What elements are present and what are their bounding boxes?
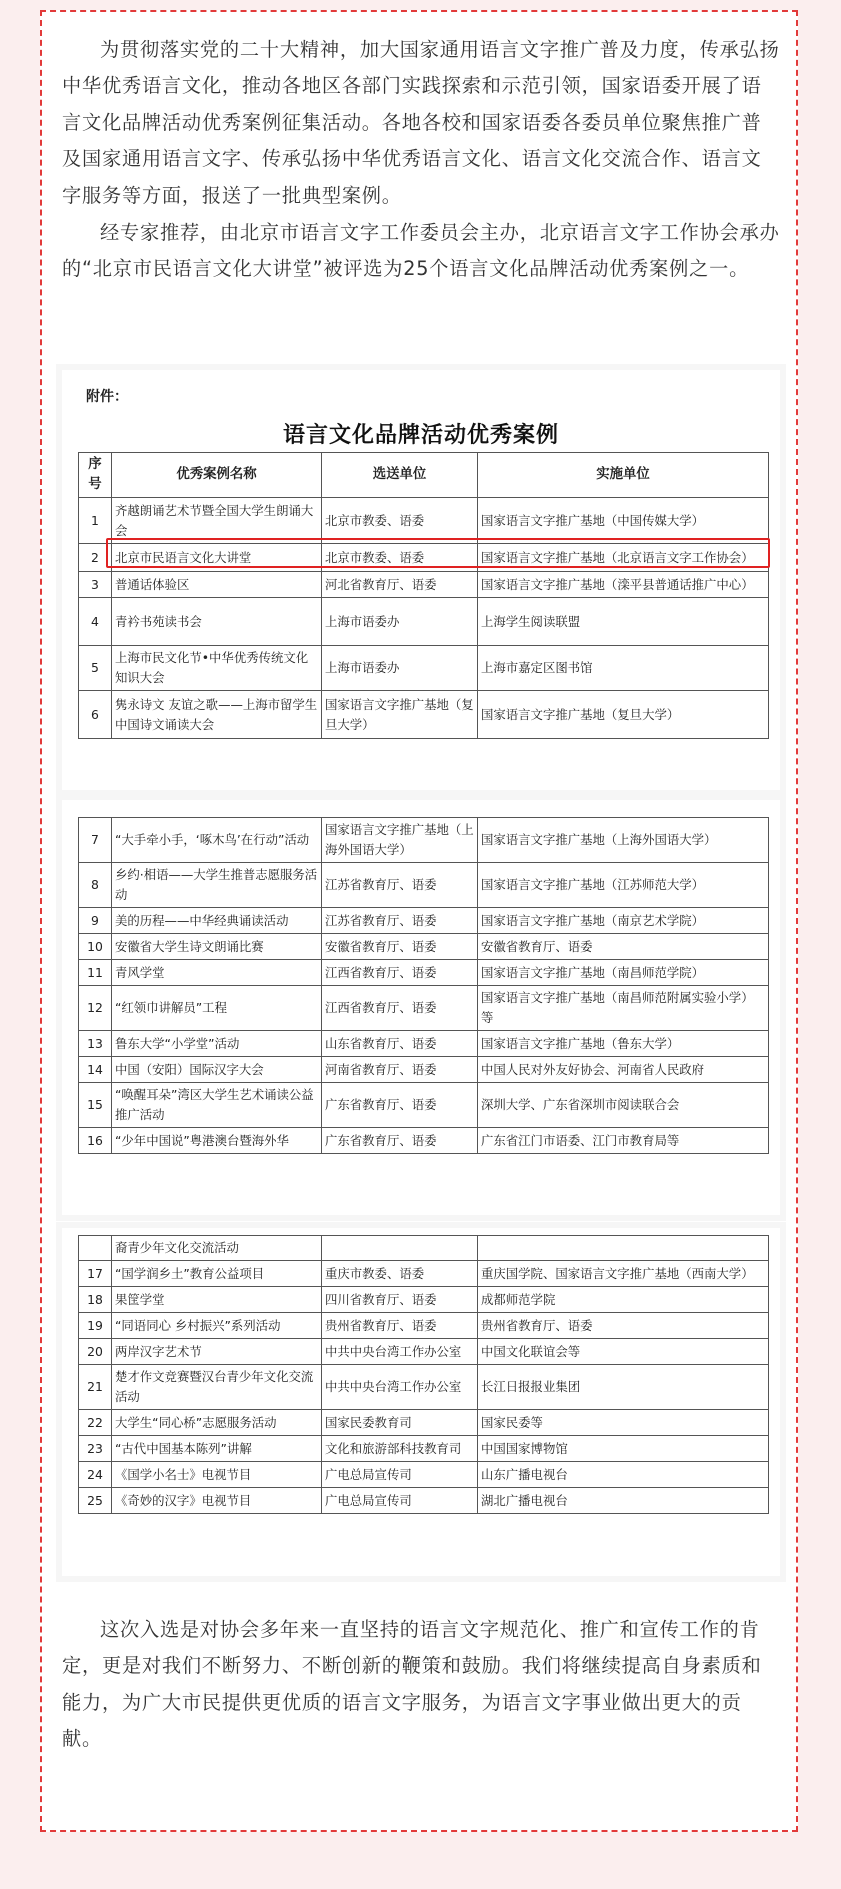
table-row (79, 1339, 769, 1365)
table-row (79, 1128, 769, 1154)
cell-continuation: 裔青少年文化交流活动 (112, 1236, 322, 1261)
cell-no (79, 1236, 112, 1261)
cell-case-name: “古代中国基本陈列”讲解 (112, 1436, 322, 1462)
cell-no: 10 (79, 934, 112, 960)
table-row (79, 572, 769, 598)
table-row (79, 1410, 769, 1436)
cell-sender: 国家民委教育司 (322, 1410, 478, 1436)
cell-no: 21 (79, 1365, 112, 1410)
cell-implementer: 国家语言文字推广基地（复旦大学） (478, 691, 769, 739)
table-row (79, 863, 769, 908)
closing-paragraph: 这次入选是对协会多年来一直坚持的语言文字规范化、推广和宣传工作的肯定，更是对我们不断努力、不断创新的鞭策和鼓励。我们将继续提高自身素质和能力，为广大市民提供更优质的语言文字服务，为语言文字事业做出更大的贡献。 (62, 1618, 762, 1751)
cell-no: 2 (79, 544, 112, 572)
cell-no: 25 (79, 1488, 112, 1514)
continuation-row (79, 1236, 769, 1261)
cell-implementer: 安徽省教育厅、语委 (478, 934, 769, 960)
cell-case-name: 安徽省大学生诗文朗诵比赛 (112, 934, 322, 960)
cell-implementer: 湖北广播电视台 (478, 1488, 769, 1514)
cell-implementer: 上海学生阅读联盟 (478, 598, 769, 646)
highlight-box (106, 538, 770, 568)
cell-sender: 江西省教育厅、语委 (322, 960, 478, 986)
cell-sender: 上海市语委办 (322, 598, 478, 646)
cell-case-name: 鲁东大学“小学堂”活动 (112, 1031, 322, 1057)
cell-case-name: “国学润乡土”教育公益项目 (112, 1261, 322, 1287)
cell-no: 12 (79, 986, 112, 1031)
cell-case-name: 美的历程——中华经典诵读活动 (112, 908, 322, 934)
cell-sender: 安徽省教育厅、语委 (322, 934, 478, 960)
cell-implementer: 成都师范学院 (478, 1287, 769, 1313)
cases-table-part-2 (78, 817, 769, 1154)
cell-implementer: 深圳大学、广东省深圳市阅读联合会 (478, 1083, 769, 1128)
cell-implementer (478, 1236, 769, 1261)
cell-no: 20 (79, 1339, 112, 1365)
cell-case-name: 青风学堂 (112, 960, 322, 986)
cell-no: 5 (79, 646, 112, 691)
table-row (79, 1436, 769, 1462)
cell-sender: 江西省教育厅、语委 (322, 986, 478, 1031)
table-row (79, 1057, 769, 1083)
cell-sender: 中共中央台湾工作办公室 (322, 1339, 478, 1365)
table-row (79, 934, 769, 960)
cell-no: 6 (79, 691, 112, 739)
cell-implementer: 国家语言文字推广基地（鲁东大学） (478, 1031, 769, 1057)
cell-sender: 江苏省教育厅、语委 (322, 863, 478, 908)
cell-case-name: 《奇妙的汉字》电视节目 (112, 1488, 322, 1514)
cell-case-name: 青衿书苑读书会 (112, 598, 322, 646)
table-row (79, 598, 769, 646)
table-row (79, 1313, 769, 1339)
cell-sender: 山东省教育厅、语委 (322, 1031, 478, 1057)
cell-no: 14 (79, 1057, 112, 1083)
cell-sender: 中共中央台湾工作办公室 (322, 1365, 478, 1410)
table-row (79, 646, 769, 691)
cell-sender: 河北省教育厅、语委 (322, 572, 478, 598)
table-row (79, 1031, 769, 1057)
cell-implementer: 国家语言文字推广基地（南京艺术学院） (478, 908, 769, 934)
table-row (79, 498, 769, 544)
cell-case-name: “同语同心 乡村振兴”系列活动 (112, 1313, 322, 1339)
table-row (79, 1488, 769, 1514)
cell-implementer: 上海市嘉定区图书馆 (478, 646, 769, 691)
cell-no: 16 (79, 1128, 112, 1154)
cell-case-name: “红领巾讲解员”工程 (112, 986, 322, 1031)
cell-sender: 重庆市教委、语委 (322, 1261, 478, 1287)
cell-sender: 河南省教育厅、语委 (322, 1057, 478, 1083)
cell-case-name: 《国学小名士》电视节目 (112, 1462, 322, 1488)
cell-sender: 贵州省教育厅、语委 (322, 1313, 478, 1339)
intro-paragraph: 为贯彻落实党的二十大精神，加大国家通用语言文字推广普及力度，传承弘扬中华优秀语言文化，推动各地区各部门实践探索和示范引领，国家语委开展了语言文化品牌活动优秀案例征集活动。各地各校和国家语委各委员单位聚焦推广普及国家通用语言文字、传承弘扬中华优秀语言文化、语言文化交流合作、语言文字服务等方面，报送了一批典型案例。 (62, 38, 780, 207)
table-header-row (79, 453, 769, 498)
cell-sender: 广东省教育厅、语委 (322, 1128, 478, 1154)
cell-no: 11 (79, 960, 112, 986)
cell-implementer: 国家语言文字推广基地（中国传媒大学） (478, 498, 769, 544)
cell-sender: 广东省教育厅、语委 (322, 1083, 478, 1128)
cell-case-name: “唤醒耳朵”湾区大学生艺术诵读公益推广活动 (112, 1083, 322, 1128)
cell-no: 13 (79, 1031, 112, 1057)
table-row (79, 818, 769, 863)
cell-sender: 国家语言文字推广基地（复旦大学） (322, 691, 478, 739)
cell-case-name: 两岸汉字艺术节 (112, 1339, 322, 1365)
cell-implementer: 中国国家博物馆 (478, 1436, 769, 1462)
cell-no: 18 (79, 1287, 112, 1313)
cell-case-name: 齐越朗诵艺术节暨全国大学生朗诵大会 (112, 498, 322, 544)
cell-no: 15 (79, 1083, 112, 1128)
cell-sender: 北京市教委、语委 (322, 498, 478, 544)
cell-implementer: 重庆国学院、国家语言文字推广基地（西南大学） (478, 1261, 769, 1287)
cell-sender: 江苏省教育厅、语委 (322, 908, 478, 934)
cell-no: 8 (79, 863, 112, 908)
cell-no: 22 (79, 1410, 112, 1436)
attachment-label: 附件： (86, 389, 128, 405)
cell-sender: 广电总局宣传司 (322, 1488, 478, 1514)
cell-sender (322, 1236, 478, 1261)
cell-case-name: “少年中国说”粤港澳台暨海外华 (112, 1128, 322, 1154)
table-row (79, 691, 769, 739)
cell-case-name: 上海市民文化节•中华优秀传统文化知识大会 (112, 646, 322, 691)
cell-implementer: 国家语言文字推广基地（南昌师范附属实验小学）等 (478, 986, 769, 1031)
document-title: 语言文化品牌活动优秀案例 (282, 422, 559, 448)
cell-case-name: 大学生“同心桥”志愿服务活动 (112, 1410, 322, 1436)
cell-implementer: 长江日报报业集团 (478, 1365, 769, 1410)
cell-case-name: 北京市民语言文化大讲堂 (112, 544, 322, 572)
table-body-1 (79, 498, 769, 739)
header-case-name: 优秀案例名称 (112, 453, 322, 498)
cell-sender: 北京市教委、语委 (322, 544, 478, 572)
cell-no: 24 (79, 1462, 112, 1488)
cell-no: 9 (79, 908, 112, 934)
cell-case-name: 普通话体验区 (112, 572, 322, 598)
cell-no: 3 (79, 572, 112, 598)
cell-sender: 四川省教育厅、语委 (322, 1287, 478, 1313)
cell-case-name: “大手牵小手，‘啄木鸟’在行动”活动 (112, 818, 322, 863)
cell-no: 4 (79, 598, 112, 646)
cell-case-name: 乡约·相语——大学生推普志愿服务活动 (112, 863, 322, 908)
cell-no: 19 (79, 1313, 112, 1339)
cell-implementer: 山东广播电视台 (478, 1462, 769, 1488)
header-sender: 选送单位 (322, 453, 478, 498)
cell-no: 1 (79, 498, 112, 544)
cell-implementer: 中国文化联谊会等 (478, 1339, 769, 1365)
cell-no: 17 (79, 1261, 112, 1287)
cell-implementer: 国家语言文字推广基地（滦平县普通话推广中心） (478, 572, 769, 598)
cell-no: 7 (79, 818, 112, 863)
table-row (79, 986, 769, 1031)
cell-implementer: 国家民委等 (478, 1410, 769, 1436)
cell-sender: 文化和旅游部科技教育司 (322, 1436, 478, 1462)
table-row (79, 960, 769, 986)
cell-sender: 广电总局宣传司 (322, 1462, 478, 1488)
cases-table-part-3 (78, 1235, 769, 1514)
cases-table-part-1 (78, 452, 769, 739)
header-implementer: 实施单位 (478, 453, 769, 498)
table-row (79, 1261, 769, 1287)
cell-case-name: 中国（安阳）国际汉字大会 (112, 1057, 322, 1083)
header-no: 序号 (79, 453, 112, 498)
cell-implementer: 国家语言文字推广基地（北京语言文字工作协会） (478, 544, 769, 572)
cell-case-name: 果筐学堂 (112, 1287, 322, 1313)
recommend-paragraph: 经专家推荐，由北京市语言文字工作委员会主办，北京语言文字工作协会承办的“北京市民语言文化大讲堂”被评选为25个语言文化品牌活动优秀案例之一。 (62, 221, 780, 281)
cell-sender: 上海市语委办 (322, 646, 478, 691)
cell-implementer: 国家语言文字推广基地（江苏师范大学） (478, 863, 769, 908)
cell-implementer: 国家语言文字推广基地（上海外国语大学） (478, 818, 769, 863)
table-row (79, 1287, 769, 1313)
table-row (79, 908, 769, 934)
cell-implementer: 贵州省教育厅、语委 (478, 1313, 769, 1339)
table-row (79, 1462, 769, 1488)
cell-case-name: 隽永诗文 友谊之歌——上海市留学生中国诗文诵读大会 (112, 691, 322, 739)
cell-implementer: 国家语言文字推广基地（南昌师范学院） (478, 960, 769, 986)
cell-implementer: 广东省江门市语委、江门市教育局等 (478, 1128, 769, 1154)
cell-no: 23 (79, 1436, 112, 1462)
table-row (79, 1083, 769, 1128)
cell-implementer: 中国人民对外友好协会、河南省人民政府 (478, 1057, 769, 1083)
cell-case-name: 楚才作文竞赛暨汉台青少年文化交流活动 (112, 1365, 322, 1410)
table-row (79, 1365, 769, 1410)
table-body-2 (79, 818, 769, 1154)
cell-sender: 国家语言文字推广基地（上海外国语大学） (322, 818, 478, 863)
table-body-3 (79, 1236, 769, 1514)
